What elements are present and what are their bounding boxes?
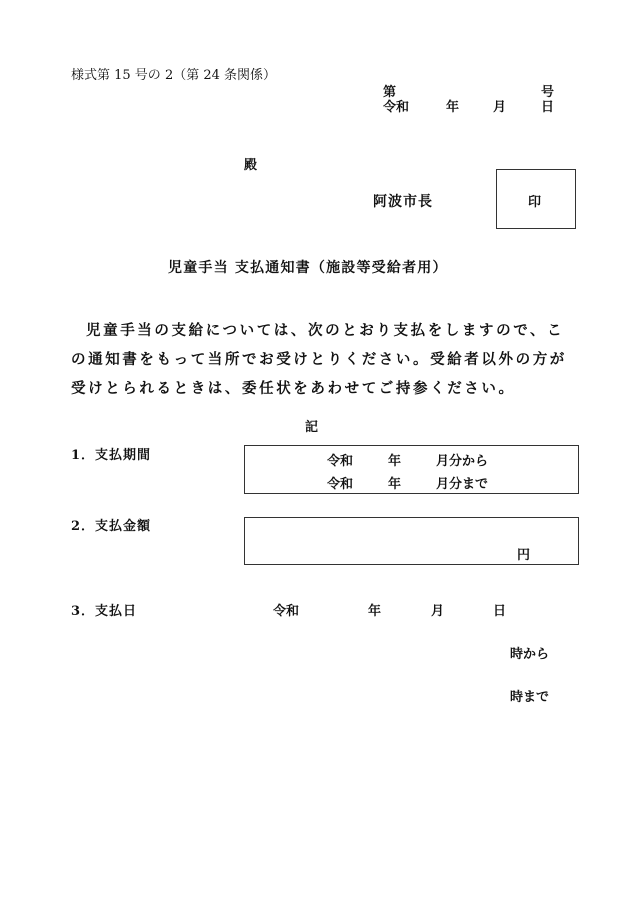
issue-date-year: 年	[446, 100, 460, 115]
payment-period-label: 1．支払期間	[71, 448, 152, 463]
payment-amount-box	[244, 517, 579, 565]
period-from-era: 令和	[327, 454, 354, 469]
period-from-month: 月分から	[436, 454, 489, 469]
amount-unit: 円	[517, 548, 531, 563]
doc-number-prefix: 第	[383, 85, 397, 100]
payment-date-year: 年	[368, 604, 382, 619]
payment-period-box	[244, 445, 579, 494]
addressee-suffix: 殿	[244, 158, 258, 173]
payment-date-label: 3．支払日	[71, 604, 138, 619]
ki-label: 記	[305, 420, 319, 435]
time-to: 時まで	[510, 690, 550, 705]
issuer-name: 阿波市長	[373, 194, 433, 210]
period-to-year: 年	[388, 477, 402, 492]
seal-box	[496, 169, 576, 229]
period-to-era: 令和	[327, 477, 354, 492]
payment-date-day: 日	[493, 604, 507, 619]
period-from-year: 年	[388, 454, 402, 469]
time-from: 時から	[510, 647, 550, 662]
issue-date-month: 月	[493, 100, 507, 115]
payment-date-month: 月	[431, 604, 445, 619]
doc-number-suffix: 号	[541, 85, 555, 100]
period-to-month: 月分まで	[436, 477, 489, 492]
seal-label: 印	[528, 195, 542, 210]
body-text: 児童手当の支給については、次のとおり支払をしますので、この通知書をもって当所でお受けとりください。受給者以外の方が受けとられるときは、委任状をあわせてご持参ください。	[71, 322, 567, 397]
document-title: 児童手当 支払通知書（施設等受給者用）	[168, 260, 448, 276]
issue-date-era: 令和	[383, 100, 410, 115]
issue-date-day: 日	[541, 100, 555, 115]
payment-date-era: 令和	[273, 604, 300, 619]
form-number: 様式第 15 号の 2（第 24 条関係）	[71, 68, 277, 83]
payment-amount-label: 2．支払金額	[71, 519, 152, 534]
